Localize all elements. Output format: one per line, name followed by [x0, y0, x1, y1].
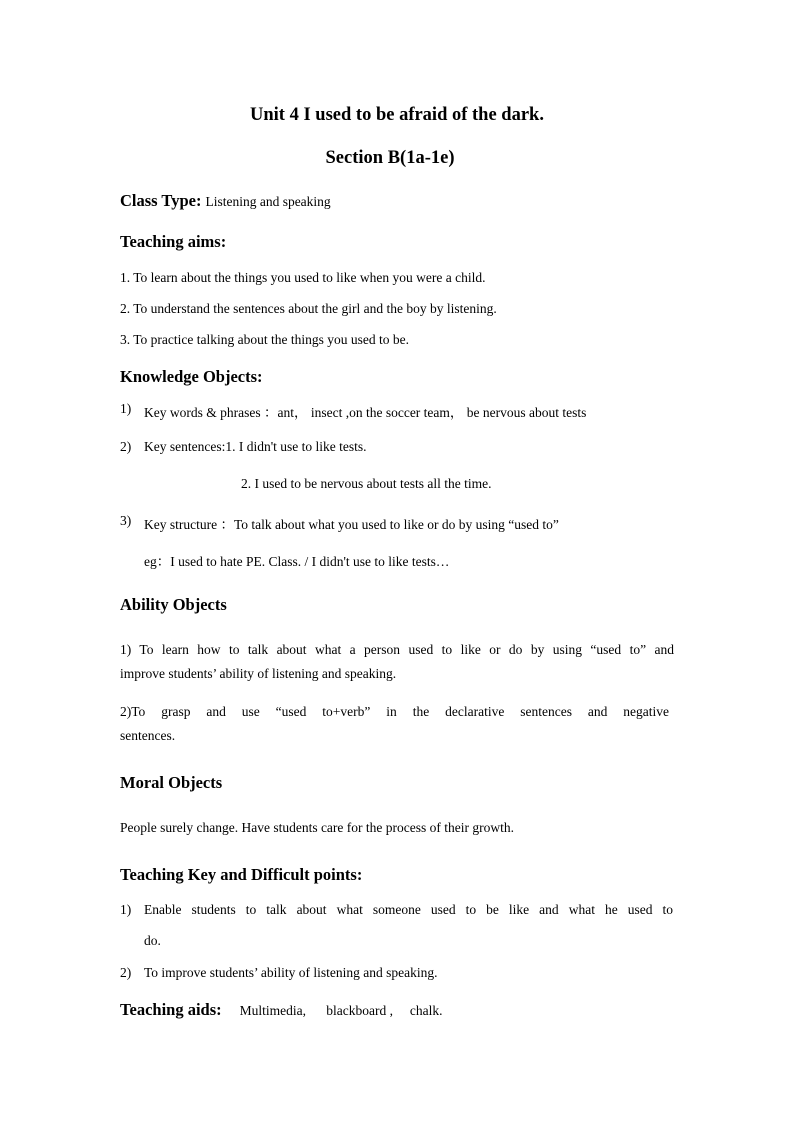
ability-paragraph-line: sentences.: [120, 728, 176, 743]
list-number: 2): [120, 965, 132, 980]
key-point-item: do.: [144, 933, 161, 948]
ability-objects-heading: Ability Objects: [120, 595, 227, 614]
class-type-value: Listening and speaking: [205, 194, 331, 209]
teaching-aims-heading: Teaching aims:: [120, 232, 227, 251]
ability-paragraph-line: 1) To learn how to talk about what a person used to like or do by using “used to” and: [120, 642, 674, 657]
list-number: 3): [120, 513, 132, 528]
list-number: 2): [120, 439, 132, 454]
list-number: 1): [120, 401, 132, 416]
section-subtitle: Section B(1a-1e): [325, 148, 455, 168]
class-type-label: Class Type:: [120, 191, 202, 210]
knowledge-item: eg：I used to hate PE. Class. / I didn't use to like tests…: [144, 554, 450, 569]
list-number: 1): [120, 902, 132, 917]
knowledge-item: Key sentences:1. I didn't use to like tests.: [144, 439, 367, 454]
teaching-aim-item: 3. To practice talking about the things you used to be.: [120, 332, 409, 347]
teaching-aids-value: Multimedia, blackboard , chalk.: [239, 1003, 443, 1018]
page-title: Unit 4 I used to be afraid of the dark.: [250, 105, 544, 125]
teaching-aim-item: 1. To learn about the things you used to like when you were a child.: [120, 270, 486, 285]
teaching-aim-item: 2. To understand the sentences about the girl and the boy by listening.: [120, 301, 497, 316]
moral-objects-text: People surely change. Have students care for the process of their growth.: [120, 820, 514, 835]
knowledge-objects-heading: Knowledge Objects:: [120, 367, 263, 386]
knowledge-item: Key words & phrases ：ant， insect ,on the soccer team， be nervous about tests: [144, 405, 587, 420]
ability-paragraph-line: improve students’ ability of listening and speaking.: [120, 666, 397, 681]
key-point-item: To improve students’ ability of listening and speaking.: [144, 965, 438, 980]
ability-paragraph-line: 2)To grasp and use “used to+verb” in the declarative sentences and negative: [120, 704, 669, 719]
knowledge-item: 2. I used to be nervous about tests all the time.: [241, 476, 492, 491]
class-type-line: [120, 191, 331, 211]
knowledge-item: Key structure ：To talk about what you used to like or do by using “used to”: [144, 517, 559, 532]
moral-objects-heading: Moral Objects: [120, 773, 223, 792]
key-point-item: Enable students to talk about what someone used to be like and what he used to: [144, 902, 673, 917]
teaching-aids-label: Teaching aids:: [120, 1000, 222, 1019]
teaching-aids-line: [120, 1000, 442, 1020]
key-points-heading: Teaching Key and Difficult points:: [120, 865, 363, 884]
